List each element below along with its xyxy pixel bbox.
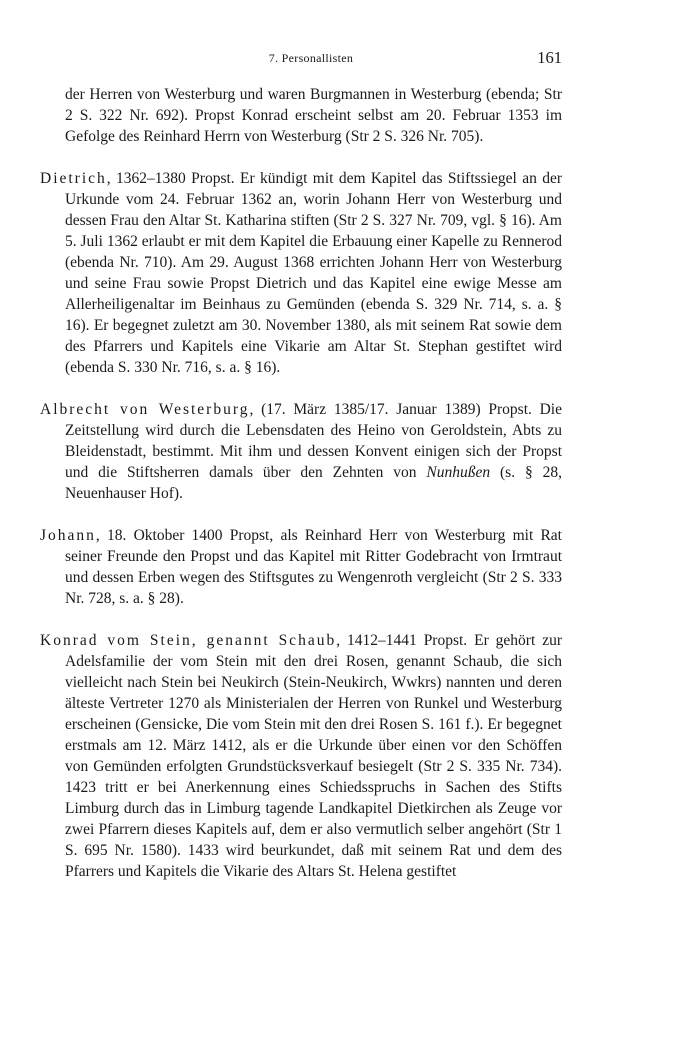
- entry-text-tail: (s. § 28, Neuenhauser Hof).: [65, 464, 562, 502]
- entry-text: , (17. März 1385/17. Januar 1389) Propst. Die Zeitstellung wird durch die Lebensdaten des Heino von Geroldstein, Abts zu Bleidenstadt, bestimmt. Mit ihm und dessen Konvent einigen sich der Propst und die Stiftsherren damals über den Zehnten von: [65, 401, 562, 481]
- entry-dietrich: [40, 168, 562, 378]
- entry-albrecht: [40, 399, 562, 504]
- entry-name: Dietrich: [40, 170, 107, 187]
- entry-johann: [40, 525, 562, 609]
- paragraph-text: der Herren von Westerburg und waren Burgmannen in Westerburg (ebenda; Str 2 S. 322 Nr. 692). Propst Konrad erscheint selbst am 20. Februar 1353 im Gefolge des Reinhard Herrn von Westerburg (Str 2 S. 326 Nr. 705).: [65, 86, 562, 145]
- entry-italic-place: Nunhußen: [426, 464, 491, 481]
- entry-text: , 18. Oktober 1400 Propst, als Reinhard Herr von Westerburg mit Rat seiner Freunde den Propst und das Kapitel mit Ritter Godebracht von Irmtraut und dessen Erben wegen des Stiftsgutes zu Wengenroth vergleicht (Str 2 S. 333 Nr. 728, s. a. § 28).: [65, 527, 562, 607]
- entry-name: Johann: [40, 527, 96, 544]
- running-title: 7. Personallisten: [268, 51, 354, 65]
- entry-text: , 1362–1380 Propst. Er kündigt mit dem Kapitel das Stiftssiegel an der Urkunde vom 24. Februar 1362 an, worin Johann Herr von Westerburg und dessen Frau den Altar St. Katharina stiften (Str 2 S. 327 Nr. 709, vgl. § 16). Am 5. Juli 1362 erlaubt er mit dem Kapitel die Erbauung einer Kapelle zu Rennerod (ebenda Nr. 710). Am 29. August 1368 errichten Johann Herr von Westerburg und seine Frau sowie Propst Dietrich und das Kapitel eine ewige Messe am Allerheiligenaltar im Beinhaus zu Gemünden (ebenda S. 329 Nr. 714, s. a. § 16). Er begegnet zuletzt am 30. November 1380, als mit seinem Rat sowie dem des Pfarrers und Kapitels eine Vikarie am Altar St. Stephan gestiftet wird (ebenda S. 330 Nr. 716, s. a. § 16).: [65, 170, 562, 376]
- entry-name: Albrecht von Westerburg: [40, 401, 250, 418]
- page-header: [60, 48, 562, 70]
- entry-name: Konrad vom Stein, genannt Schaub: [40, 632, 337, 649]
- entry-konrad: [40, 630, 562, 882]
- page-number: 161: [537, 48, 562, 67]
- entry-text: , 1412–1441 Propst. Er gehört zur Adelsfamilie der vom Stein mit den drei Rosen, genannt Schaub, die sich vielleicht nach Stein bei Neukirch (Stein-Neukirch, Wwkrs) nannten und deren älteste Vertreter 1270 als Ministerialen der Herren von Runkel und Westerburg erscheinen (Gensicke, Die vom Stein mit den drei Rosen S. 161 f.). Er begegnet erstmals am 12. März 1412, als er die Urkunde über einen vor den Schöffen von Gemünden erfolgten Grundstücksverkauf besiegelt (Str 2 S. 335 Nr. 734). 1423 tritt er bei Anerkennung eines Schiedsspruchs in Sachen des Stifts Limburg durch das in Limburg tagende Landkapitel Dietkirchen als Zeuge vor zwei Pfarrern dieses Kapitels auf, dem er also vermutlich selber angehört (Str 1 S. 695 Nr. 1580). 1433 wird beurkundet, daß mit seinem Rat und dem des Pfarrers und Kapitels die Vikarie des Altars St. Helena gestiftet: [65, 632, 562, 880]
- page-body: [40, 84, 562, 882]
- paragraph-continuation: [40, 84, 562, 147]
